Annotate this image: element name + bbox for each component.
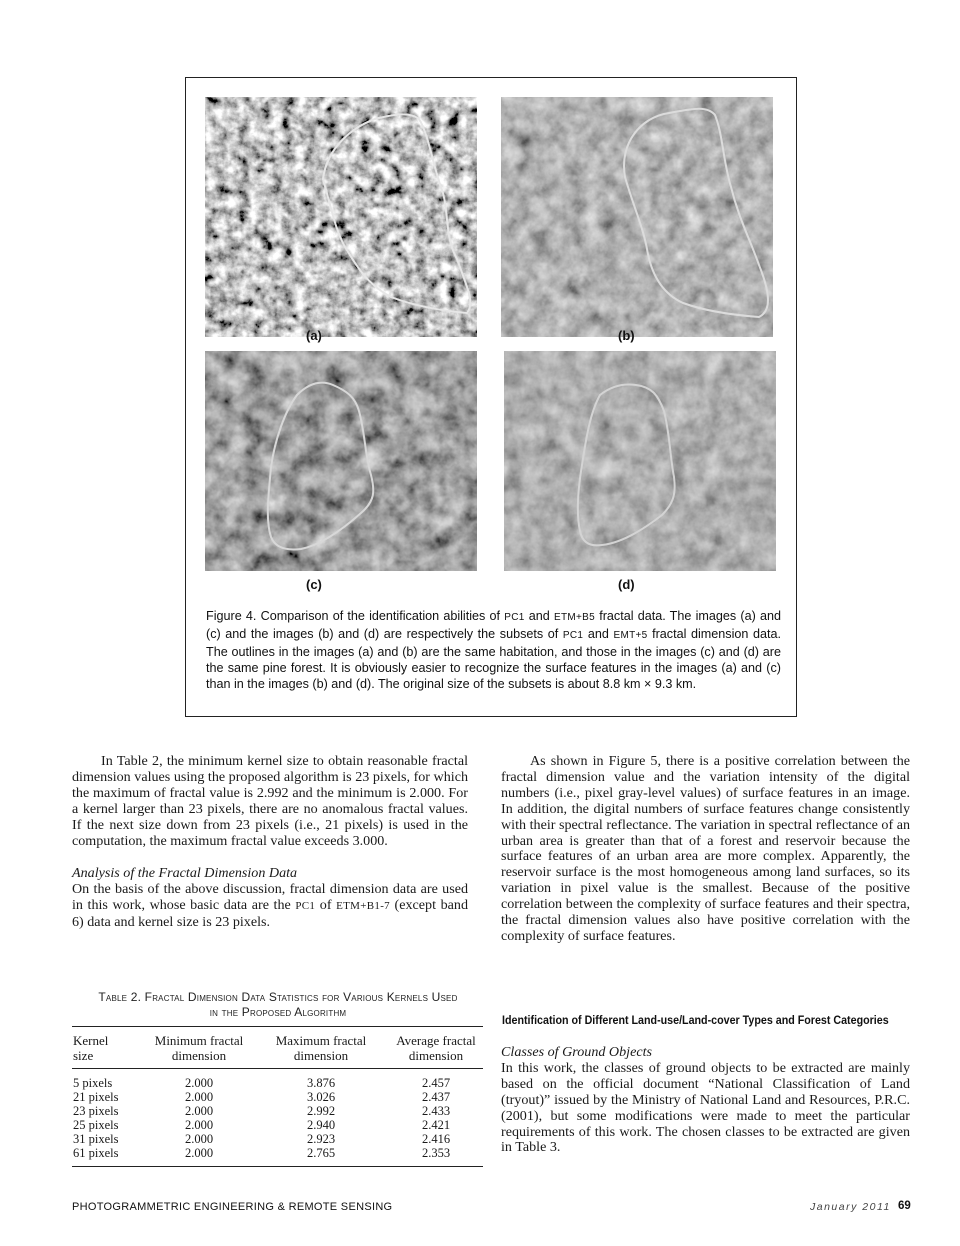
image-panel-a [205,97,477,337]
image-panel-c [205,351,477,571]
table-rule-top [72,1026,483,1027]
table-rule-bottom [72,1166,483,1167]
table-caption: Table 2. Fractal Dimension Data Statistics for Various Kernels Used in the Proposed Algorithm [98,990,458,1019]
paragraph-table2-discussion: In Table 2, the minimum kernel size to obtain reasonable fractal dimension values using the proposed algorithm is 23 pixels, for which the maximum of fractal value is 2.992 and the minimum is 2.000. For a kernel larger than 23 pixels, there are no anomalous fractal values. If the next size down from 23 pixels (i.e., 21 pixels) is used in the computation, the maximum fractal value exceeds 3.000. [72,753,468,849]
subheading-classes: Classes of Ground Objects [501,1044,652,1060]
footer-journal-name: PHOTOGRAMMETRIC ENGINEERING & REMOTE SENSING [72,1201,393,1213]
table-cell: 31 pixels [73,1132,119,1146]
table-cell: 2.000 [184,1132,214,1146]
table-cell: 25 pixels [73,1118,119,1132]
table-cell: 2.437 [421,1090,451,1104]
image-panel-b [501,97,773,337]
image-panel-d [504,351,776,571]
table-cell: 2.940 [306,1118,336,1132]
table-header-min: Minimum fractal dimension [154,1033,244,1063]
table-cell: 2.992 [306,1104,336,1118]
section-heading-identification: Identification of Different Land-use/Land-cover Types and Forest Categories [502,1015,889,1027]
figure-caption: Figure 4. Comparison of the identification abilities of PC1 and ETM+B5 fractal data. The images (a) and (c) and the images (b) and (d) are respectively the subsets of PC1 and EMT+5 fractal dimension data. The outlines in the images (a) and (b) are the same habitation, and those in the images (c) and (d) are the same pine forest. It is obviously easier to recognize the surface features in the images (a) and (c) than in the images (b) and (d). The original size of the subsets is about 8.8 km × 9.3 km. [206,609,781,691]
panel-label-c: (c) [306,577,322,592]
table-cell: 2.765 [306,1146,336,1160]
paragraph-classes: In this work, the classes of ground objects to be extracted are mainly based on the official document “National Classification of Land (tryout)” issued by the Ministry of National Land and Resources, P.R.C. (2001), but some modifications were made to meet the particular requirements of this work. The chosen classes to be extracted are given in Table 3. [501,1059,910,1156]
panel-label-a: (a) [306,328,322,343]
table-cell: 2.457 [421,1076,451,1090]
subheading-analysis: Analysis of the Fractal Dimension Data [72,865,298,882]
table-cell: 2.923 [306,1132,336,1146]
table-rule-mid [72,1068,483,1069]
table-cell: 2.000 [184,1090,214,1104]
table-cell: 5 pixels [73,1076,113,1090]
table-cell: 61 pixels [73,1146,119,1160]
table-cell: 23 pixels [73,1104,119,1118]
table-cell: 2.000 [184,1146,214,1160]
right-column-top [501,754,910,945]
table-cell: 2.421 [421,1118,451,1132]
right-column-bottom [501,1045,910,1156]
table-cell: 2.416 [421,1132,451,1146]
figure-4 [185,77,797,717]
paragraph-analysis: On the basis of the above discussion, fractal dimension data are used in this work, whose basic data are the PC1 of ETM+B1-7 (except band 6) data and kernel size is 23 pixels. [72,881,469,931]
panel-label-d: (d) [618,577,635,592]
page-number: 69 [898,1200,911,1212]
table-cell: 3.026 [306,1090,336,1104]
table-header-avg: Average fractal dimension [396,1033,476,1063]
paragraph-figure5-discussion: As shown in Figure 5, there is a positive correlation between the fractal dimension value and the variation intensity of the digital numbers (i.e., pixel gray-level values) of surface features in an image. In addition, the digital numbers of surface features change consistently with their spectral reflectance. The variation in spectral reflectance of an urban area is greater than that of a forest and reservoir because the surface features of an urban area are more complex. Apparently, the reservoir surface is the most homogeneous among land surfaces, so its variation in pixel value is the smallest. Because of the positive correlation between the complexity of surface features and their spectra, the fractal dimension values also have positive correlation with the complexity of surface features. [501,753,910,944]
panel-label-b: (b) [618,328,635,343]
table-cell: 2.000 [184,1104,214,1118]
left-column [72,754,468,931]
table-cell: 2.000 [184,1076,214,1090]
table-header-kernel: Kernel size [73,1033,109,1063]
table-cell: 2.353 [421,1146,451,1160]
table-cell: 21 pixels [73,1090,119,1104]
table-cell: 3.876 [306,1076,336,1090]
footer-date: January 2011 [810,1201,891,1213]
table-cell: 2.000 [184,1118,214,1132]
table-header-max: Maximum fractal dimension [275,1033,367,1063]
table-cell: 2.433 [421,1104,451,1118]
